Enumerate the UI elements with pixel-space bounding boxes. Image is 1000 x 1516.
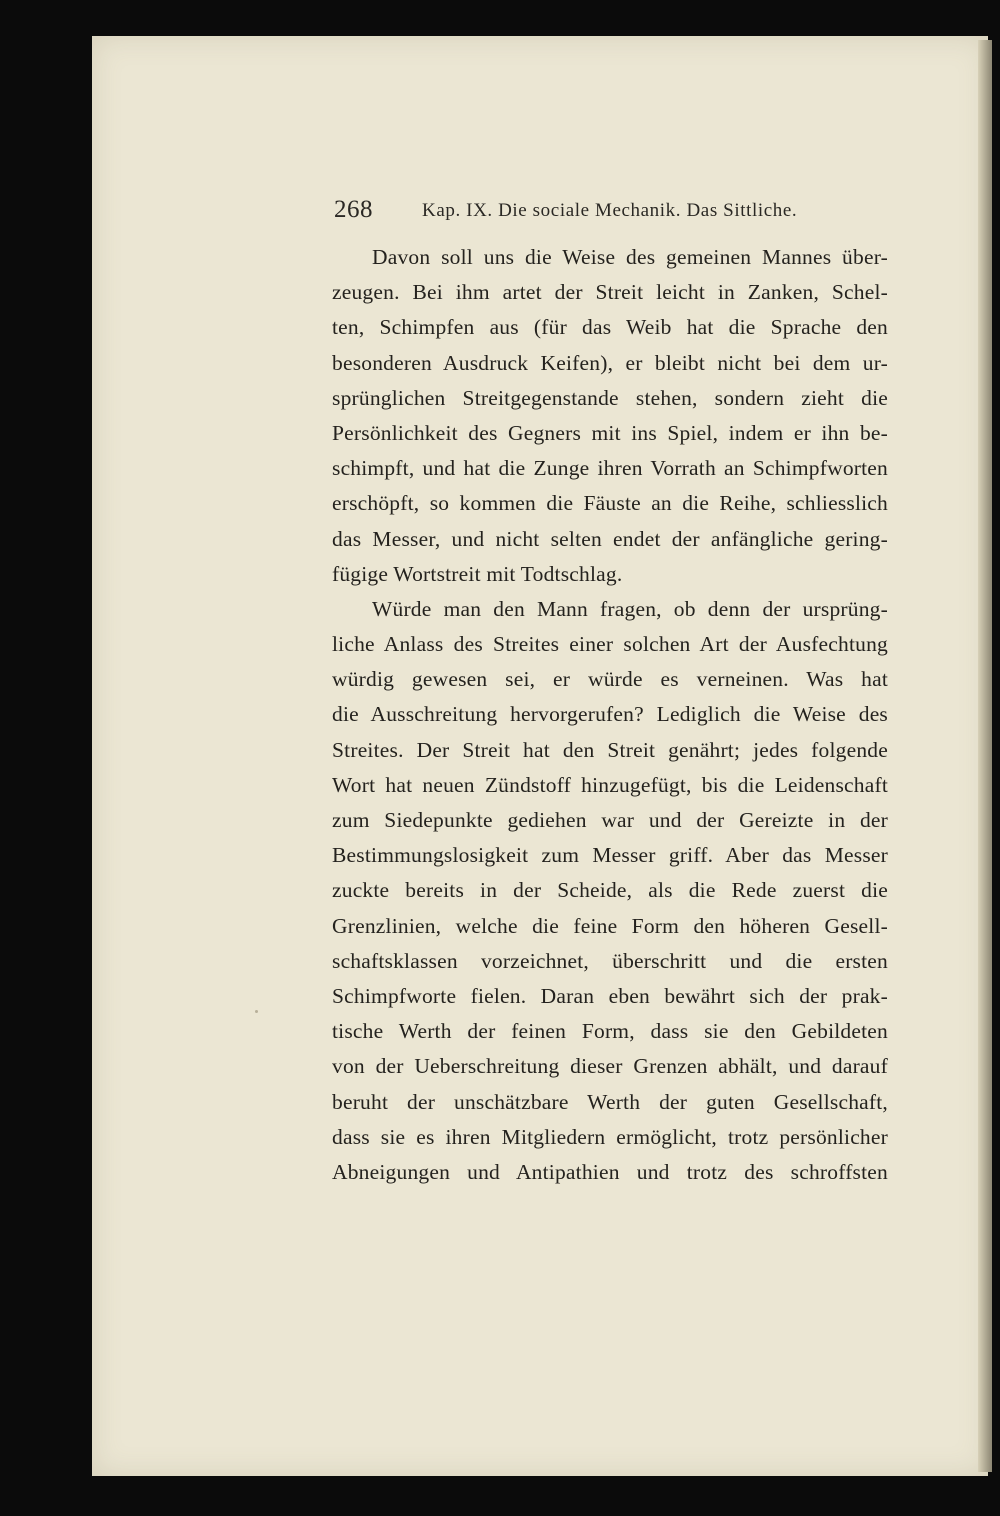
- running-head: [334, 196, 894, 232]
- text-line: Davon soll uns die Weise des gemeinen Mannes über-: [372, 245, 888, 269]
- page-number: 268: [334, 196, 373, 223]
- paragraph-2: [332, 592, 888, 1190]
- text-line: schaftsklassen vorzeichnet, überschritt und die ersten: [332, 948, 888, 973]
- text-line: erschöpft, so kommen die Fäuste an die Reihe, schliesslich: [332, 491, 888, 516]
- text-line: Persönlichkeit des Gegners mit ins Spiel, indem er ihn be-: [332, 420, 888, 445]
- text-line: zeugen. Bei ihm artet der Streit leicht in Zanken, Schel-: [332, 280, 888, 305]
- text-line: tische Werth der feinen Form, dass sie den Gebildeten: [332, 1019, 888, 1044]
- paper-speck: [255, 1010, 258, 1013]
- text-line: das Messer, und nicht selten endet der anfängliche gering-: [332, 526, 888, 551]
- text-line: Abneigungen und Antipathien und trotz des schroffsten: [332, 1159, 888, 1184]
- text-line: Grenzlinien, welche die feine Form den höheren Gesell-: [332, 913, 888, 938]
- text-line: von der Ueberschreitung dieser Grenzen abhält, und darauf: [332, 1054, 888, 1079]
- page-edge: [978, 40, 992, 1472]
- text-line: zuckte bereits in der Scheide, als die Rede zuerst die: [332, 878, 888, 903]
- text-line: Schimpfworte fielen. Daran eben bewährt sich der prak-: [332, 983, 888, 1008]
- text-line: Streites. Der Streit hat den Streit genährt; jedes folgende: [332, 737, 888, 762]
- text-line: Würde man den Mann fragen, ob denn der ursprüng-: [372, 596, 888, 621]
- text-line: schimpft, und hat die Zunge ihren Vorrath an Schimpfworten: [332, 456, 888, 481]
- text-line: fügige Wortstreit mit Todtschlag.: [332, 561, 623, 586]
- text-line: besonderen Ausdruck Keifen), er bleibt nicht bei dem ur-: [332, 350, 888, 375]
- running-head-title: Kap. IX. Die sociale Mechanik. Das Sittliche.: [422, 200, 798, 221]
- text-line: die Ausschreitung hervorgerufen? Lediglich die Weise des: [332, 702, 888, 727]
- text-line: ten, Schimpfen aus (für das Weib hat die Sprache den: [332, 315, 888, 340]
- text-line: würdig gewesen sei, er würde es verneinen. Was hat: [332, 667, 888, 692]
- body-text: [332, 240, 888, 1190]
- text-line: Bestimmungslosigkeit zum Messer griff. Aber das Messer: [332, 843, 888, 868]
- text-line: liche Anlass des Streites einer solchen Art der Ausfechtung: [332, 632, 888, 657]
- text-line: sprünglichen Streitgegenstande stehen, sondern zieht die: [332, 385, 888, 410]
- text-line: Wort hat neuen Zündstoff hinzugefügt, bis die Leidenschaft: [332, 772, 888, 797]
- text-line: beruht der unschätzbare Werth der guten Gesellschaft,: [332, 1089, 888, 1114]
- text-line: dass sie es ihren Mitgliedern ermöglicht, trotz persönlicher: [332, 1124, 888, 1149]
- paragraph-1: [332, 240, 888, 592]
- text-line: zum Siedepunkte gediehen war und der Gereizte in der: [332, 808, 888, 832]
